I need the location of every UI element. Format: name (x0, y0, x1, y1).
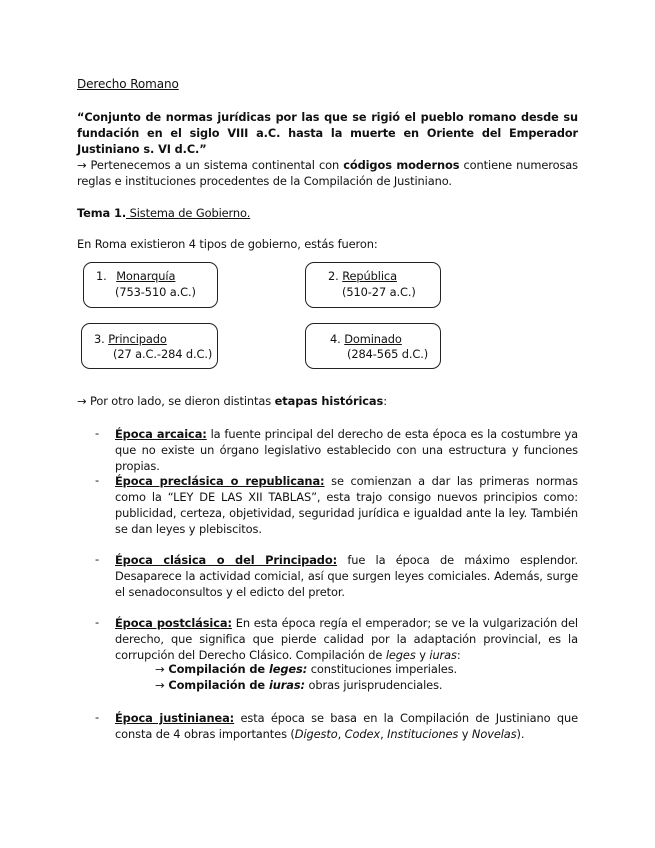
stage-text: En esta época regía el emperador; se ve la vulgarización del derecho, que significa que pierde calidad por la adaptación provincial, es la corrupción del Derecho Clásico. Compilación de (115, 616, 578, 662)
government-name: Principado (108, 332, 167, 346)
continental-bold: códigos modernos (343, 158, 460, 172)
stage-postclasica (115, 615, 578, 663)
sub-item-text: constituciones imperiales. (307, 662, 458, 676)
leges-word: leges (385, 648, 416, 662)
government-name: Dominado (344, 332, 402, 346)
definition-quote: “Conjunto de normas jurídicas por las que se rigió el pueblo romano desde su fundación en el siglo VIII a.C. hasta la muerte en Oriente del Emperador Justiniano s. VI d.C.” (77, 111, 578, 156)
bullet-dash: - (95, 710, 100, 724)
separator: , (337, 727, 345, 741)
bullet-dash: - (95, 473, 100, 487)
government-name: Monarquía (116, 269, 176, 283)
sub-item-term: iuras: (268, 678, 305, 692)
stages-intro-bold: etapas históricas (274, 394, 384, 408)
government-number: 3. (94, 332, 105, 346)
sub-item-iuras (155, 678, 442, 692)
stages-intro-pre: Por otro lado, se dieron distintas (86, 394, 275, 408)
government-number: 2. (328, 269, 339, 283)
government-intro: En Roma existieron 4 tipos de gobierno, estás fueron: (77, 237, 378, 251)
continental-text-post: contiene numerosas reglas e instituciones procedentes de la Compilación de Justiniano. (77, 158, 579, 188)
tema-title: Sistema de Gobierno. (126, 206, 251, 220)
work-codex: Codex (344, 727, 381, 741)
stage-name: Época clásica o del Principado: (115, 553, 338, 567)
government-box-republica (305, 262, 441, 308)
separator: y (458, 727, 472, 741)
sub-item-label: Compilación de (164, 662, 269, 676)
arrow-icon: → (77, 158, 87, 172)
arrow-icon: → (77, 394, 87, 408)
work-instituciones: Instituciones (387, 727, 459, 741)
government-number: 4. (330, 332, 341, 346)
continental-paragraph (77, 157, 578, 189)
continental-text-pre: Pertenecemos a un sistema continental con (86, 158, 344, 172)
stage-name: Época justinianea: (115, 711, 235, 725)
bullet-dash: - (95, 552, 100, 566)
stage-preclasica (115, 473, 578, 537)
document-title: Derecho Romano (77, 77, 179, 91)
bullet-dash: - (95, 615, 100, 629)
sub-item-text: obras jurisprudenciales. (305, 678, 443, 692)
sub-item-term: leges: (268, 662, 308, 676)
government-dates: (284-565 d.C.) (347, 347, 429, 361)
stage-text: se comienzan a dar las primeras normas como la “LEY DE LAS XII TABLAS”, esta trajo consigo nuevos principios como: publicidad, certeza, objetividad, seguridad jurídica e igualdad ante la ley. También se dan leyes y plebiscitos. (115, 474, 578, 536)
government-box-principado (81, 323, 218, 369)
tema-heading (77, 206, 250, 220)
stage-arcaica (115, 426, 578, 474)
work-novelas: Novelas (471, 727, 517, 741)
government-box-dominado (305, 323, 441, 369)
stage-clasica (115, 552, 578, 600)
stage-text: esta época se basa en la Compilación de Justiniano que consta de 4 obras importantes ( (115, 711, 578, 741)
government-dates: (27 a.C.-284 d.C.) (113, 347, 213, 361)
sub-item-label: Compilación de (164, 678, 269, 692)
colon: : (456, 648, 461, 662)
stages-intro-post: : (383, 394, 387, 408)
tema-label: Tema 1. (77, 206, 127, 220)
government-number: 1. (96, 269, 107, 283)
bullet-dash: - (95, 426, 100, 440)
arrow-icon: → (155, 662, 165, 676)
stage-text: la fuente principal del derecho de esta época es la costumbre ya que no existe un órgano legislativo establecido con una estructura y funciones propias. (115, 427, 578, 473)
closing: ). (516, 727, 525, 741)
sub-item-leges (155, 662, 457, 676)
stage-justinianea (115, 710, 578, 742)
stage-name: Época postclásica: (115, 616, 232, 630)
government-dates: (510-27 a.C.) (342, 285, 416, 299)
stage-name: Época arcaica: (115, 427, 207, 441)
government-name: República (342, 269, 397, 283)
iuras-word: iuras (429, 648, 457, 662)
arrow-icon: → (155, 678, 165, 692)
stage-text: fue la época de máximo esplendor. Desaparece la actividad comicial, así que surgen leyes comiciales. Además, surge el senadoconsultos y el edicto del pretor. (115, 553, 579, 599)
and-word: y (415, 648, 430, 662)
government-box-monarquia (83, 262, 218, 308)
separator: , (380, 727, 388, 741)
stage-name: Época preclásica o republicana: (115, 474, 325, 488)
work-digesto: Digesto (294, 727, 338, 741)
stages-intro (77, 394, 387, 408)
government-dates: (753-510 a.C.) (115, 285, 196, 299)
